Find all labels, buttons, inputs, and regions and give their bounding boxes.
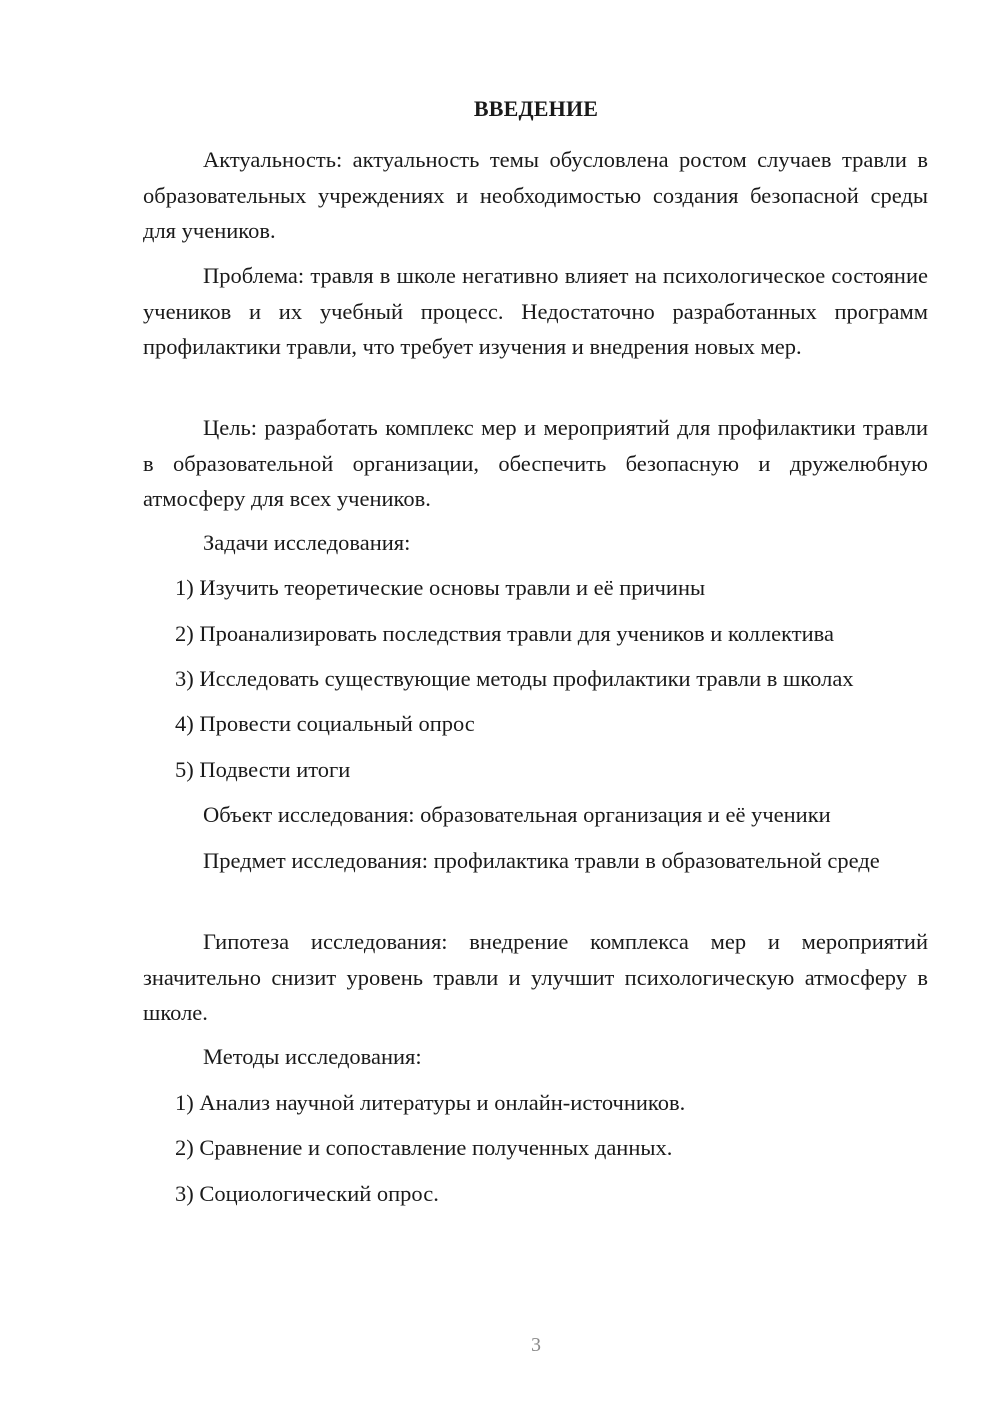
methods-label: Методы исследования:: [203, 1044, 422, 1069]
task-item: 2) Проанализировать последствия травли для учеников и коллектива: [175, 621, 834, 646]
object-paragraph: Объект исследования: образовательная организация и её ученики: [203, 802, 831, 827]
hypothesis-paragraph: Гипотеза исследования: внедрение комплекса мер и мероприятий значительно снизит уровень травли и улучшит психологическую атмосферу в школе.: [143, 929, 928, 1025]
problem-paragraph: Проблема: травля в школе негативно влияет на психологическое состояние учеников и их учебный процесс. Недостаточно разработанных программ профилактики травли, что требует изучения и внедрения новых мер.: [143, 263, 928, 359]
task-item: 5) Подвести итоги: [175, 757, 351, 782]
task-item: 4) Провести социальный опрос: [175, 711, 475, 736]
method-item: 3) Социологический опрос.: [175, 1181, 439, 1206]
task-item: 1) Изучить теоретические основы травли и её причины: [175, 575, 706, 600]
tasks-label: Задачи исследования:: [203, 530, 411, 555]
relevance-paragraph: Актуальность: актуальность темы обусловлена ростом случаев травли в образовательных учреждениях и необходимостью создания безопасной среды для учеников.: [143, 147, 928, 243]
subject-paragraph: Предмет исследования: профилактика травли в образовательной среде: [203, 848, 880, 873]
goal-paragraph: Цель: разработать комплекс мер и мероприятий для профилактики травли в образовательной организации, обеспечить безопасную и дружелюбную атмосферу для всех учеников.: [143, 415, 928, 511]
page-number: 3: [531, 1334, 541, 1356]
method-item: 2) Сравнение и сопоставление полученных данных.: [175, 1135, 673, 1160]
task-item: 3) Исследовать существующие методы профилактики травли в школах: [175, 666, 854, 691]
method-item: 1) Анализ научной литературы и онлайн-источников.: [175, 1090, 686, 1115]
page-title: ВВЕДЕНИЕ: [473, 96, 599, 121]
